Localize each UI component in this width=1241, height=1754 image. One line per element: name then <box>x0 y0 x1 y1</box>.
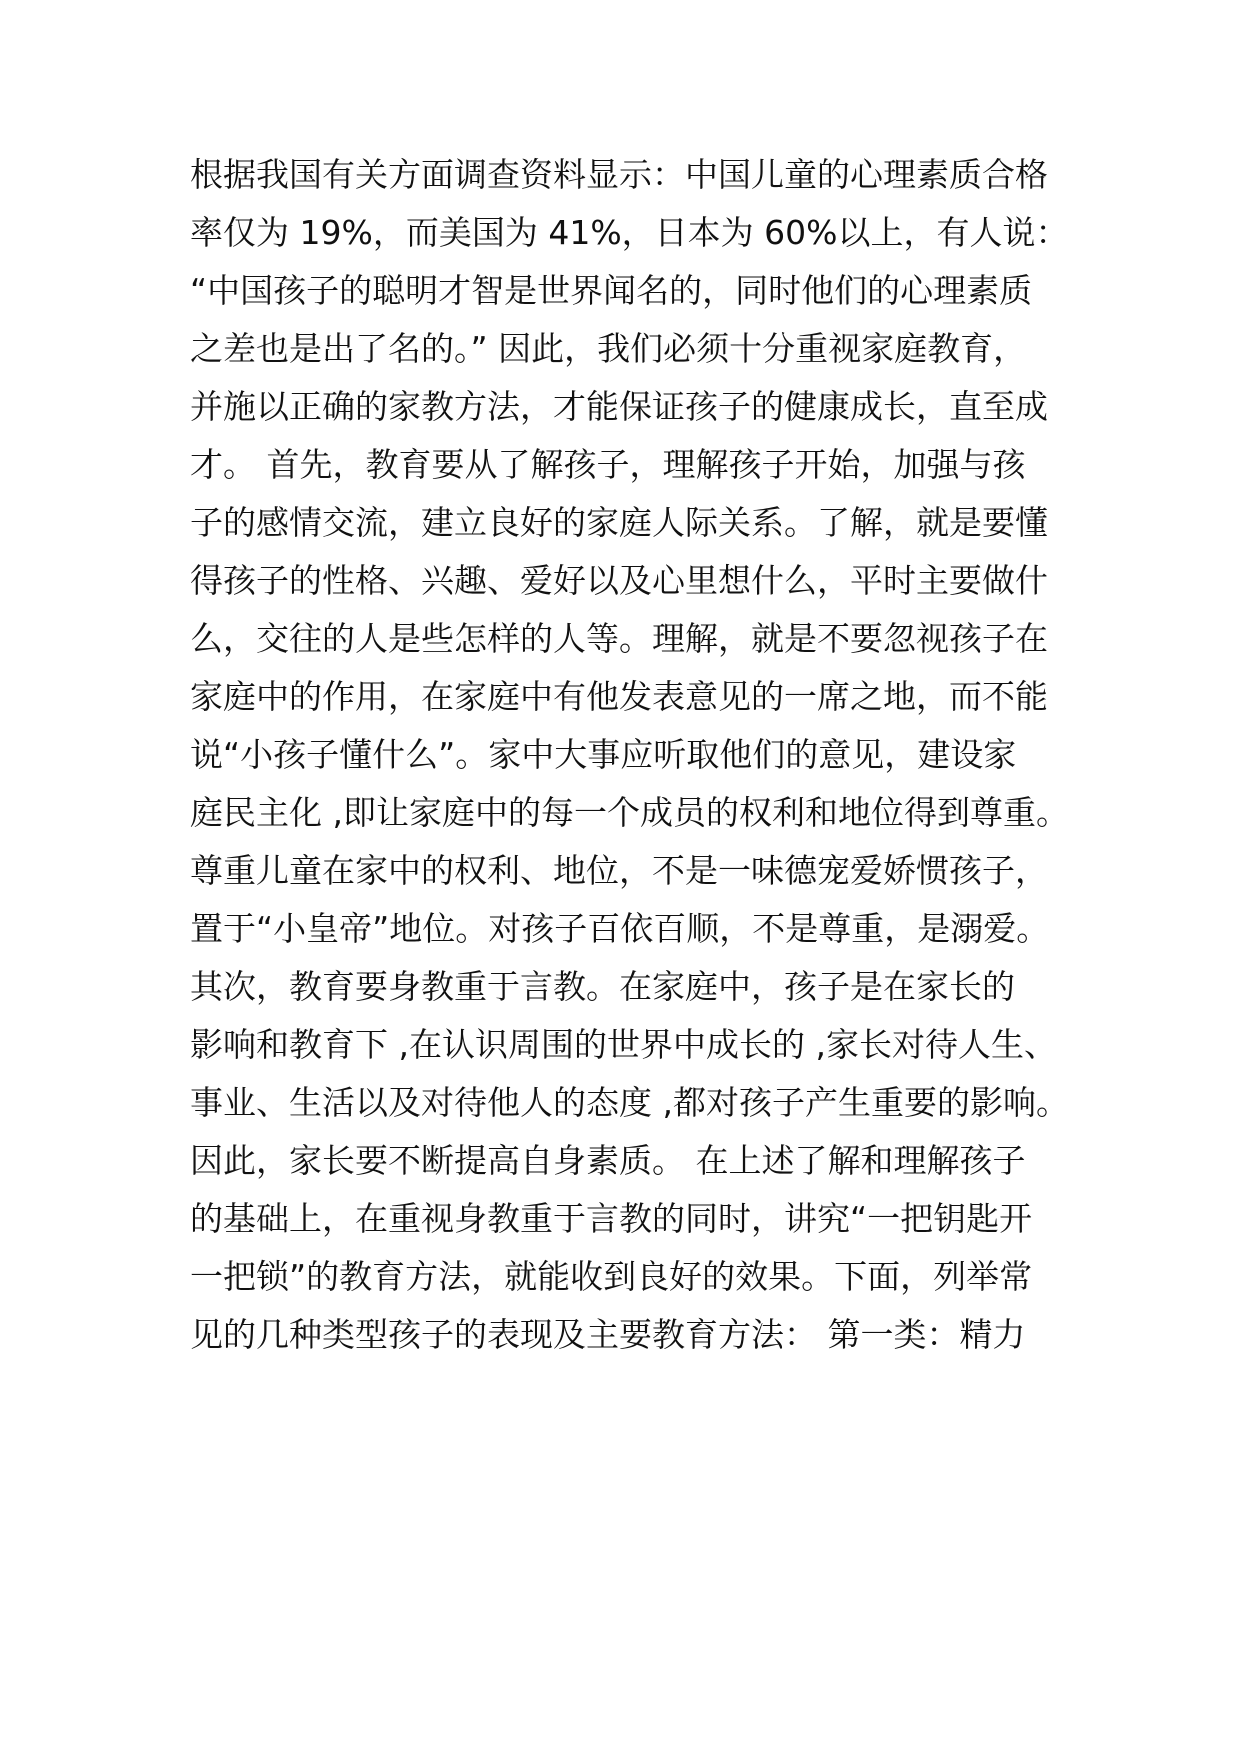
text-line: 才。 首先，教育要从了解孩子，理解孩子开始，加强与孩 <box>190 445 1026 484</box>
text-line: 根据我国有关方面调查资料显示：中国儿童的心理素质合格 <box>190 155 1048 194</box>
text-line: 的基础上，在重视身教重于言教的同时，讲究“一把钥匙开 <box>190 1199 1033 1238</box>
text-line: 影响和教育下 ,在认识周围的世界中成长的 ,家长对待人生、 <box>190 1025 1057 1064</box>
text-line: 说“小孩子懂什么”。家中大事应听取他们的意见，建设家 <box>190 735 1017 774</box>
text-line: 见的几种类型孩子的表现及主要教育方法： 第一类：精力 <box>190 1315 1026 1354</box>
text-line: 因此，家长要不断提高自身素质。 在上述了解和理解孩子 <box>190 1141 1026 1180</box>
text-line: 并施以正确的家教方法，才能保证孩子的健康成长，直至成 <box>190 387 1048 426</box>
text-line: 事业、生活以及对待他人的态度 ,都对孩子产生重要的影响。 <box>190 1083 1069 1122</box>
text-line: 一把锁”的教育方法，就能收到良好的效果。下面，列举常 <box>190 1257 1033 1296</box>
text-line: 么，交往的人是些怎样的人等。理解，就是不要忽视孩子在 <box>190 619 1048 658</box>
text-line: 置于“小皇帝”地位。对孩子百依百顺，不是尊重，是溺爱。 <box>190 909 1050 948</box>
text-line: 得孩子的性格、兴趣、爱好以及心里想什么，平时主要做什 <box>190 561 1048 600</box>
text-line: 家庭中的作用，在家庭中有他发表意见的一席之地，而不能 <box>190 677 1048 716</box>
text-line: 尊重儿童在家中的权利、地位，不是一味德宠爱娇惯孩子， <box>190 851 1048 890</box>
text-line: “中国孩子的聪明才智是世界闻名的，同时他们的心理素质 <box>190 271 1033 310</box>
text-line: 子的感情交流，建立良好的家庭人际关系。了解，就是要懂 <box>190 503 1048 542</box>
text-line: 之差也是出了名的。” 因此，我们必须十分重视家庭教育， <box>190 329 1027 368</box>
text-line: 其次，教育要身教重于言教。在家庭中，孩子是在家长的 <box>190 967 1015 1006</box>
text-line: 率仅为 19%，而美国为 41%，日本为 60%以上，有人说： <box>190 213 1069 252</box>
text-line: 庭民主化 ,即让家庭中的每一个成员的权利和地位得到尊重。 <box>190 793 1069 832</box>
